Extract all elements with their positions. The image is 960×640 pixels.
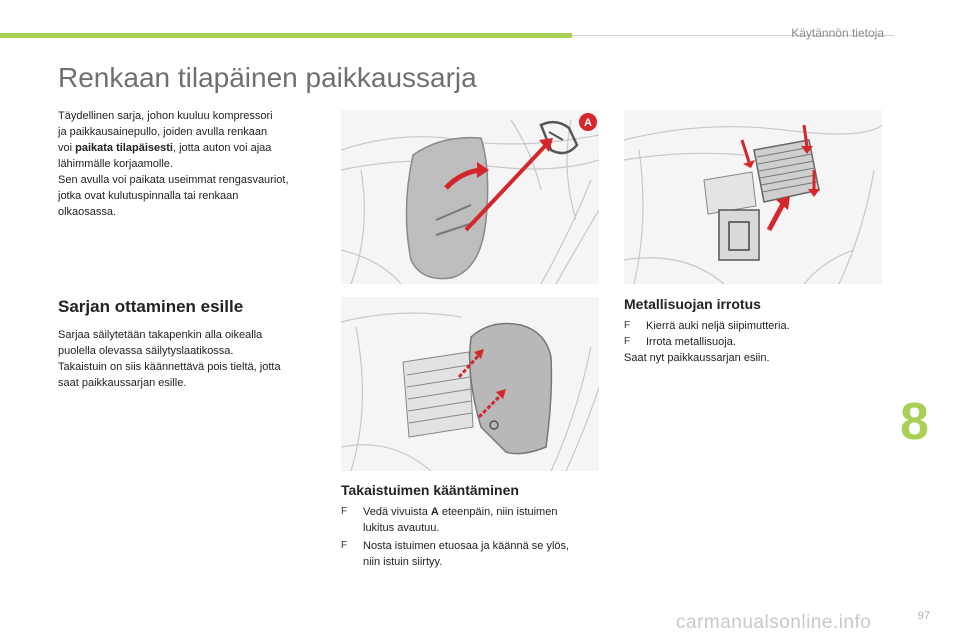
bullet-marker-icon: F <box>624 320 631 331</box>
illustration-seat-tilt <box>341 297 599 471</box>
page-title: Renkaan tilapäinen paikkaussarja <box>58 62 477 93</box>
bullet-item: F Nosta istuimen etuosaa ja käännä se ylös, niin istuin siirtyy. <box>341 540 570 568</box>
watermark: carmanualsonline.info <box>676 612 872 633</box>
intro-line: voi paikata tilapäisesti, jotta auton voi ajaa <box>58 142 272 154</box>
intro-line: olkaosassa. <box>58 206 117 218</box>
intro-paragraph <box>58 108 328 220</box>
illustration-seat-lever <box>341 110 599 284</box>
paragraph-line: Sarjaa säilytetään takapenkin alla oikealla <box>58 329 263 341</box>
callout-a-label: A <box>584 117 592 129</box>
page-number: 97 <box>917 610 930 622</box>
paragraph-line: saat paikkaussarjan esille. <box>58 377 187 389</box>
bullet-item: F Vedä vivuista A eteenpäin, niin istuimen lukitus avautuu. <box>341 506 558 534</box>
paragraph-line: Takaistuin on siis käännettävä pois tieltä, jotta <box>58 361 281 373</box>
chapter-number: 8 <box>900 393 929 451</box>
illustration-metal-cover <box>624 110 882 284</box>
paragraph-line: puolella olevassa säilytyslaatikossa. <box>58 345 234 357</box>
bullet-marker-icon: F <box>341 506 348 517</box>
intro-line: jotka ovat kulutuspinnalla tai renkaan <box>58 190 239 202</box>
bullet-marker-icon: F <box>624 336 631 347</box>
intro-line: lähimmälle korjaamolle. <box>58 158 173 170</box>
intro-line: ja paikkausainepullo, joiden avulla renkaan <box>58 126 268 138</box>
kit-box-shape <box>719 210 759 260</box>
lever-label: A <box>430 506 439 518</box>
intro-line: Täydellinen sarja, johon kuuluu kompressori <box>58 110 273 122</box>
section-heading-seat-tilt: Takaistuimen kääntäminen <box>341 482 519 498</box>
header-accent-bar <box>0 33 572 38</box>
section-name: Käytännön tietoja <box>791 26 884 40</box>
section-heading-metal-cover: Metallisuojan irrotus <box>624 296 761 312</box>
section-heading-kit-access: Sarjan ottaminen esille <box>58 297 244 316</box>
intro-line: Sen avulla voi paikata useimmat rengasvauriot, <box>58 174 289 186</box>
bullet-item: F Irrota metallisuoja. <box>624 336 736 348</box>
metal-cover-note: Saat nyt paikkaussarjan esiin. <box>624 352 770 364</box>
intro-bold: paikata tilapäisesti <box>75 142 173 154</box>
bullet-marker-icon: F <box>341 540 348 551</box>
bullet-item: F Kierrä auki neljä siipimutteria. <box>624 320 790 332</box>
seat-cushion-shape <box>406 138 487 279</box>
kit-access-paragraph <box>58 327 328 391</box>
